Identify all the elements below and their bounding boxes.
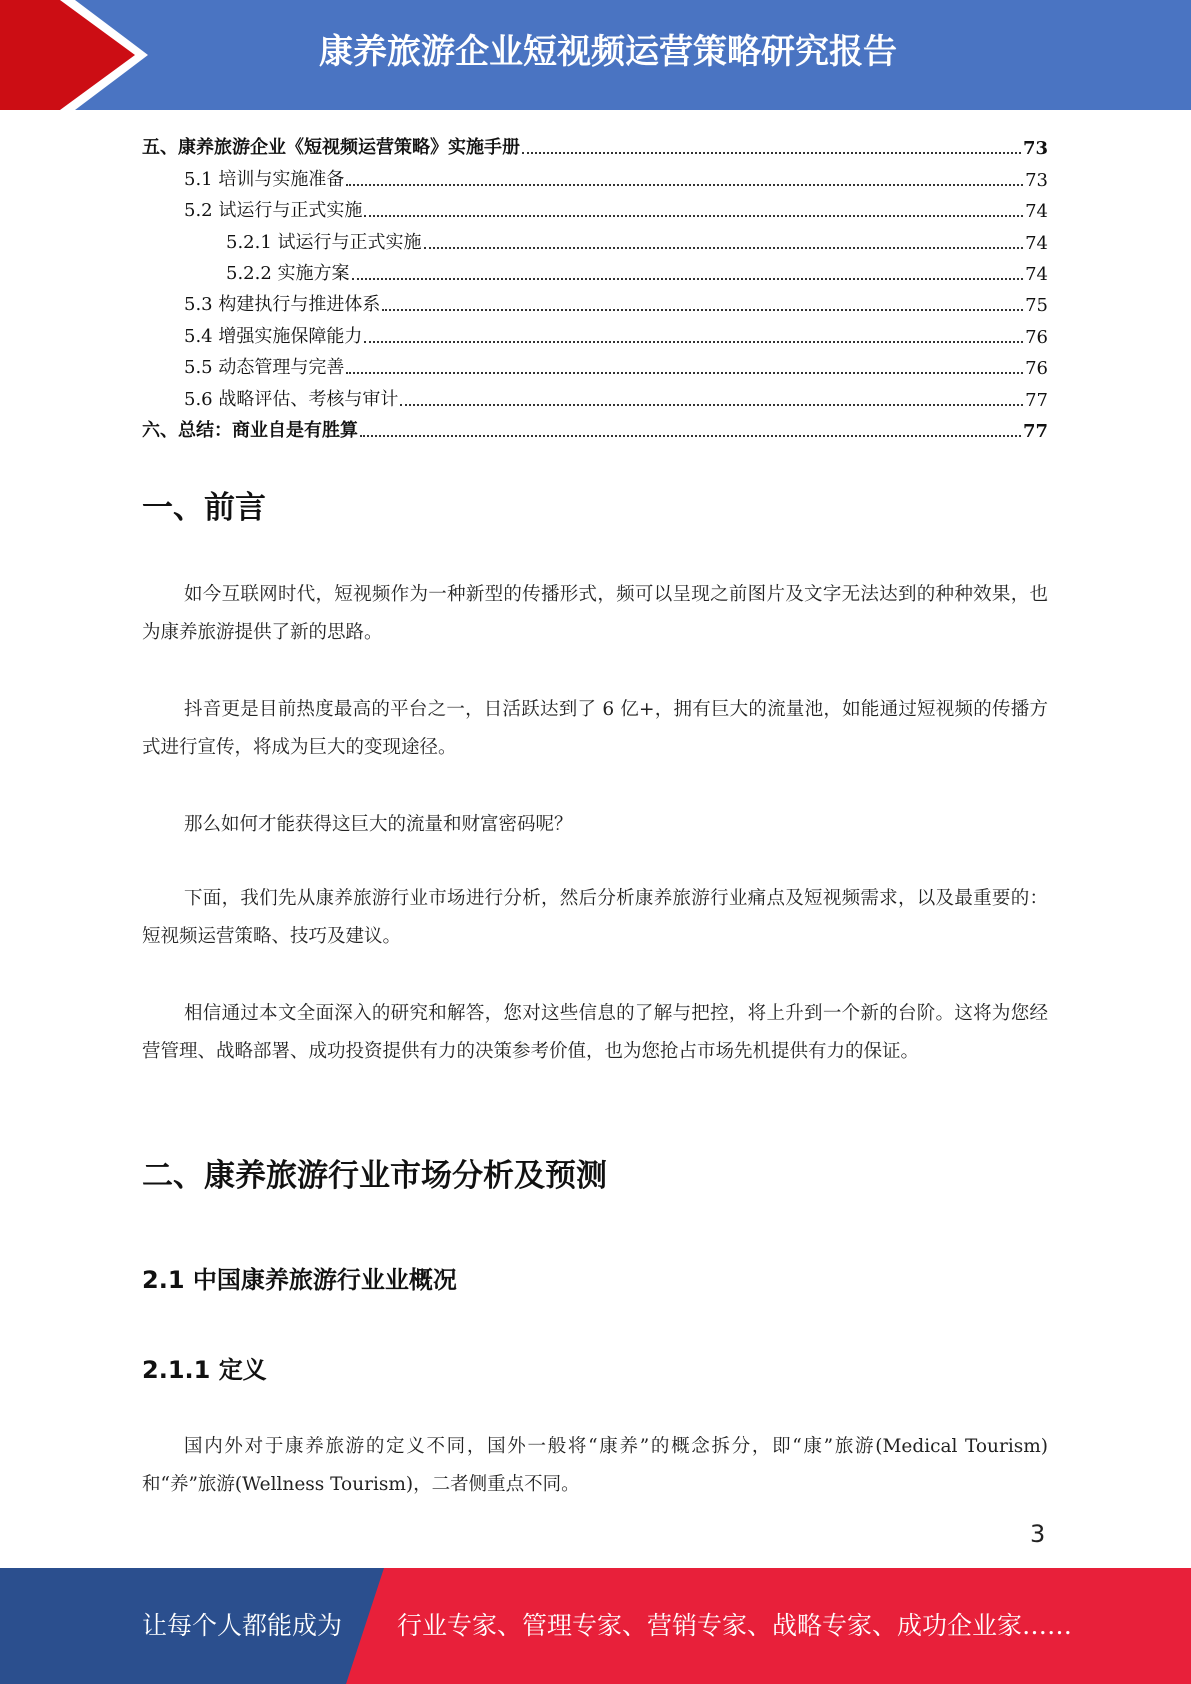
toc-entry-label: 5.1 培训与实施准备	[184, 168, 345, 190]
toc-entry[interactable]	[142, 348, 1048, 379]
paragraph: 相信通过本文全面深入的研究和解答，您对这些信息的了解与把控，将上升到一个新的台阶。这将为您经营管理、战略部署、成功投资提供有力的决策参考价值，也为您抢占市场先机提供有力的保证。	[142, 1003, 1048, 1062]
toc-entry-label: 5.3 构建执行与推进体系	[184, 294, 381, 316]
toc-entry-label: 六、总结：商业自是有胜算	[142, 419, 358, 441]
toc-entry-label: 5.4 增强实施保障能力	[184, 325, 363, 347]
toc-entry[interactable]	[142, 285, 1048, 316]
toc-entry-page: 73	[1025, 169, 1048, 191]
toc-entry-page: 76	[1025, 358, 1048, 380]
toc-entry[interactable]	[142, 254, 1048, 285]
subsubsection-heading: 2.1.1 定义	[142, 1356, 267, 1384]
page-number: 3	[1030, 1520, 1046, 1548]
section-heading-preface: 一、前言	[142, 490, 266, 526]
section-heading-market: 二、康养旅游行业市场分析及预测	[142, 1158, 607, 1194]
toc-entry-page: 76	[1025, 326, 1048, 348]
toc-entry-page: 74	[1025, 232, 1048, 254]
toc-leader-dots	[382, 308, 1023, 311]
toc-leader-dots	[364, 340, 1023, 343]
toc-entry-page: 77	[1025, 389, 1048, 411]
paragraph: 如今互联网时代，短视频作为一种新型的传播形式，频可以呈现之前图片及文字无法达到的种种效果，也为康养旅游提供了新的思路。	[142, 584, 1048, 643]
toc-entry[interactable]	[142, 159, 1048, 190]
paragraph: 抖音更是目前热度最高的平台之一，日活跃达到了 6 亿+，拥有巨大的流量池，如能通过短视频的传播方式进行宣传，将成为巨大的变现途径。	[142, 699, 1048, 758]
footer-slogan-left: 让每个人都能成为	[142, 1611, 343, 1640]
toc-leader-dots	[400, 403, 1023, 406]
toc-entry[interactable]	[142, 191, 1048, 222]
table-of-contents	[142, 128, 1048, 442]
toc-entry[interactable]	[142, 379, 1048, 410]
toc-entry-label: 5.5 动态管理与完善	[184, 357, 345, 379]
report-title: 康养旅游企业短视频运营策略研究报告	[319, 32, 897, 72]
toc-leader-dots	[522, 151, 1021, 154]
toc-entry-label: 五、康养旅游企业《短视频运营策略》实施手册	[142, 137, 520, 159]
toc-entry[interactable]	[142, 128, 1048, 159]
toc-entry-page: 77	[1022, 420, 1048, 442]
toc-entry[interactable]	[142, 411, 1048, 442]
toc-entry-page: 74	[1025, 263, 1048, 285]
toc-entry-page: 75	[1025, 295, 1048, 317]
toc-leader-dots	[424, 246, 1024, 249]
toc-entry[interactable]	[142, 316, 1048, 347]
toc-leader-dots	[364, 214, 1023, 217]
subsection-heading: 2.1 中国康养旅游行业业概况	[142, 1266, 457, 1294]
toc-entry[interactable]	[142, 222, 1048, 253]
paragraph: 那么如何才能获得这巨大的流量和财富密码呢？	[184, 814, 573, 835]
toc-entry-page: 73	[1022, 138, 1048, 160]
toc-leader-dots	[346, 371, 1023, 374]
toc-leader-dots	[352, 277, 1024, 280]
paragraph: 下面，我们先从康养旅游行业市场进行分析，然后分析康养旅游行业痛点及短视频需求，以及最重要的：短视频运营策略、技巧及建议。	[142, 888, 1048, 947]
toc-entry-label: 5.6 战略评估、考核与审计	[184, 388, 399, 410]
page-header	[0, 0, 1191, 110]
toc-leader-dots	[346, 183, 1023, 186]
toc-entry-label: 5.2.1 试运行与正式实施	[226, 231, 422, 253]
toc-entry-page: 74	[1025, 201, 1048, 223]
page-footer	[0, 1568, 1191, 1684]
paragraph: 国内外对于康养旅游的定义不同，国外一般将“康养”的概念拆分，即“康”旅游(Medical Tourism)和“养”旅游(Wellness Tourism)，二者侧重点不同。	[142, 1436, 1048, 1495]
toc-entry-label: 5.2.2 实施方案	[226, 262, 350, 284]
footer-slogan-right: 行业专家、管理专家、营销专家、战略专家、成功企业家……	[397, 1611, 1073, 1640]
toc-leader-dots	[360, 434, 1021, 437]
toc-entry-label: 5.2 试运行与正式实施	[184, 200, 363, 222]
